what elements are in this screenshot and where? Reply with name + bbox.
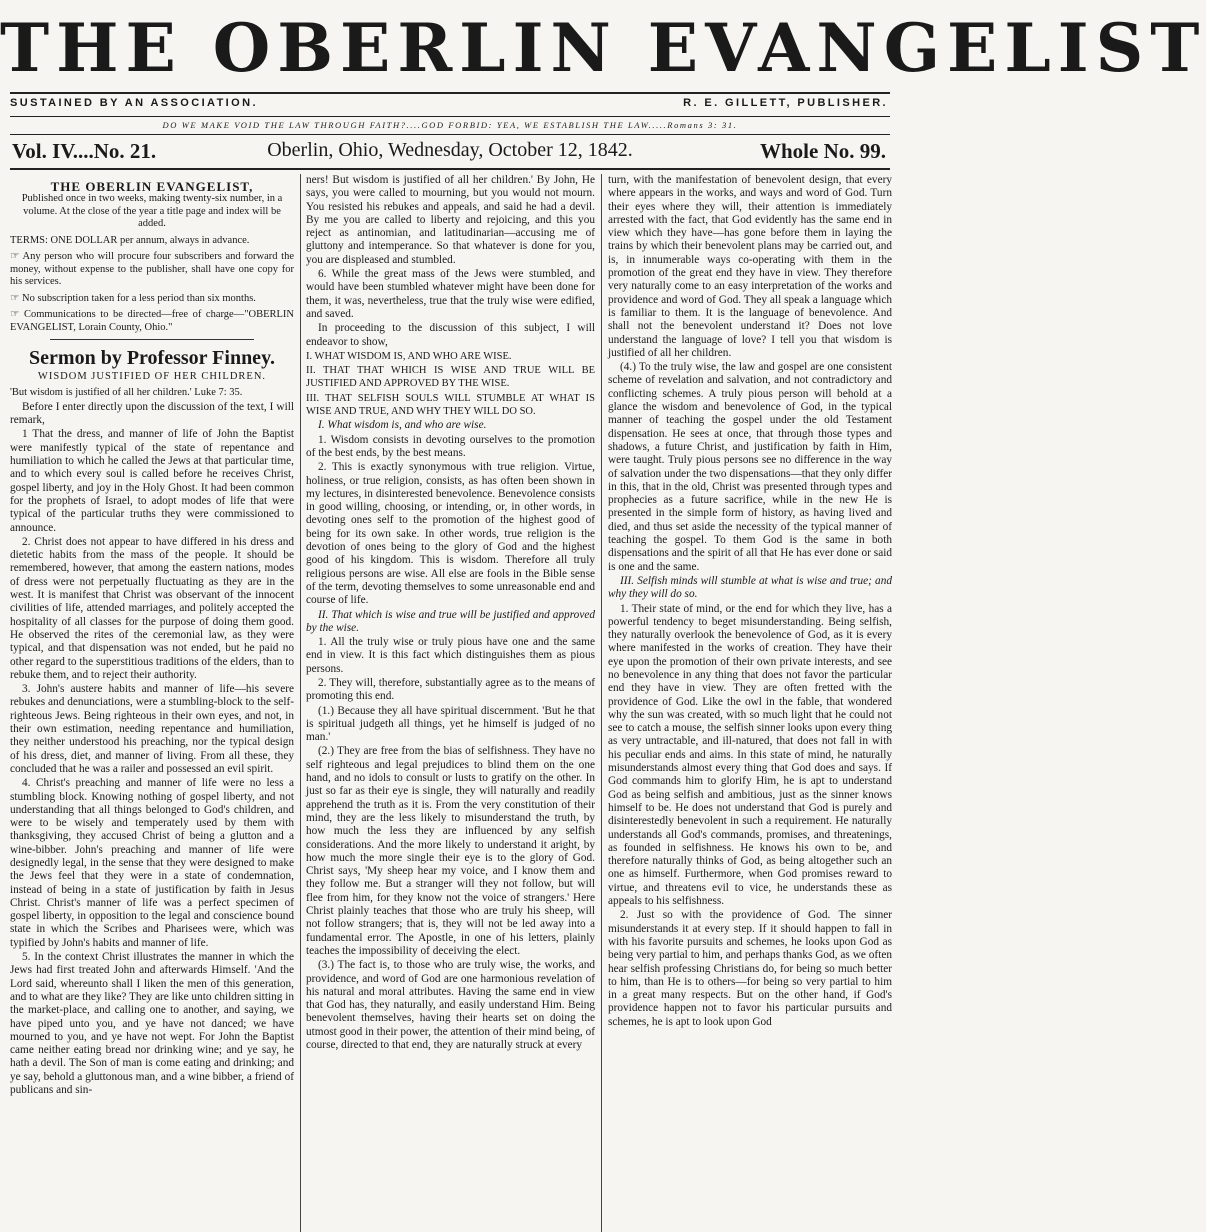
scripture-text: 'But wisdom is justified of all her children.' Luke 7: 35. bbox=[10, 386, 243, 398]
paragraph: ners! But wisdom is justified of all her children.' By John, He says, you were called to mourning, but you would not mourn. You resisted his rebukes and appeals, and said he had a devil. By me you are called to liberty and rejoicing, and this you reject as antinomian, and latitudinarian—accusing me of gluttony and intemperance. So that whatever is done for you, you are displeased and stumbled. bbox=[306, 174, 595, 266]
paragraph: 1. Their state of mind, or the end for which they live, has a powerful tendency to beget misunderstanding. Being selfish, they naturally overlook the benevolence of God, as it is every where manifested in the works of creation. They have their eye upon the promotion of their own private interests, and see no benevolence in any thing that does not favor the particular end they have in view. They are often fretted with the providence of God. Like the owl in the fable, that wondered why the sun was created, with so much light that he could not see to catch a mouse, the selfish sinner looks upon every thing as very untractable, and ill-natured, that does not fall in with his peculiar ends and aims. In this state of mind, he naturally misunderstands almost every thing that God does and says. If God commands him to glorify Him, he is apt to understand God as being selfish and ambitious, just as the sinner knows himself to be. He does not understand that God is purely and disinterestedly benevolent in such a requirement. He naturally understands all God's commands, promises, and threatenings, as founded in selfishness. He knows his own to be, and therefore naturally thinks of God, as being altogether such an one as himself. Furthermore, when God promises reward to virtue, and threatens evil to vice, he understands these as appeals to his selfishness. bbox=[608, 602, 892, 908]
section-divider bbox=[50, 339, 254, 340]
outline-point: II. THAT THAT WHICH IS WISE AND TRUE WILL BE JUSTIFIED AND APPROVED BY THE WISE. bbox=[306, 365, 595, 390]
paragraph: 1. All the truly wise or truly pious have one and the same end in view. It is this fact which distinguishes them as pious persons. bbox=[306, 636, 595, 675]
outline-point: I. WHAT WISDOM IS, AND WHO ARE WISE. bbox=[306, 350, 512, 362]
column-divider bbox=[300, 174, 301, 1232]
paragraph: 1. Wisdom consists in devoting ourselves to the promotion of the best ends, by the best means. bbox=[306, 433, 595, 459]
paragraph: 2. This is exactly synonymous with true religion. Virtue, holiness, or true religion, consists, as has often been shown in my lectures, in disinterested benevolence. Benevolence consists in good willing, choosing, or intending, or, in other words, in devoting ones self to the promotion of the highest good of being for its own sake. In other words, true religion is the devotion of ones being to the glory of God and the highest good of his kingdom. This is wisdom. Therefore all truly religious persons are wise. All else are fools in the Bible sense of the term, devoting themselves to some unreasonable end and course of life. bbox=[306, 461, 595, 607]
section-heading: I. What wisdom is, and who are wise. bbox=[318, 419, 487, 432]
publication-note: Published once in two weeks, making twenty-six number, in a volume. At the close of the year a title page and index will be added. bbox=[21, 193, 283, 230]
pointing-hand-icon: ☞ bbox=[10, 292, 20, 304]
motto-rule-bottom bbox=[10, 134, 890, 135]
paragraph: 5. In the context Christ illustrates the manner in which the Jews had first treated John and afterwards Himself. 'And the Lord said, whereunto shall I liken the men of this generation, and to what are they like? They are like unto children sitting in the market-place, and calling one to another, and saying, we have piped unto you, and ye have not danced; we have mourned to you, and ye have not wept. For John the Baptist came neither eating bread nor drinking wine; and ye say, he hath a devil. The Son of man is come eating and drinking; and ye say, behold a gluttonous man, and a wine bibber, a friend of publicans and sin- bbox=[10, 951, 295, 1097]
paragraph: (2.) They are free from the bias of selfishness. They have no self righteous and legal prejudices to blind them on the one hand, and no idols to consult or lusts to gratify on the other. In just so far as their eye is single, they will naturally and readily apprehend the truth as it is. From the very constitution of their mind, they are the less likely to misunderstand the truth, by how much the less they are influenced by any selfish considerations. And the more likely to understand it aright, by how much the more single their eye is to the glory of God. Christ says, 'My sheep hear my voice, and I know them and they follow me. But a stranger will they not follow, but will flee from him, for they know not the voice of strangers.' Here Christ plainly teaches that those who are truly his sheep, will not follow strangers; that is, they will not be led away into a fundamental error. The Apostle, in one of his letters, plainly teaches the impossibility of deceiving the elect. bbox=[306, 745, 595, 957]
column-3 bbox=[608, 174, 892, 1232]
sermon-subheading: WISDOM JUSTIFIED OF HER CHILDREN. bbox=[37, 371, 267, 383]
dateline: Oberlin, Ohio, Wednesday, October 12, 1842. bbox=[267, 139, 633, 161]
box-title: THE OBERLIN EVANGELIST, bbox=[50, 179, 254, 194]
paragraph: Before I enter directly upon the discussion of the text, I will remark, bbox=[10, 400, 294, 427]
paragraph: 3. John's austere habits and manner of life—his severe rebukes and denunciations, were a stumbling-block to the self-righteous Jews. Being righteous in their own eyes, and not, in their own estimation, needing repentance and humiliation, they neither understood his preaching, nor the typical design of his dress, diet, and manner of living. From all these, they concluded that he was a railer and possessed an evil spirit. bbox=[10, 683, 294, 775]
volume-number: Vol. IV....No. 21. bbox=[12, 139, 157, 163]
paragraph: (3.) The fact is, to those who are truly wise, the works, and providence, and word of God are one harmonious revelation of his natural and moral attributes. Having the same end in view that God has, they naturally, and easily understand Him. Being benevolent themselves, having their hearts set on doing the utmost good in their power, the attention of their mind being, of course, directed to that end, they are naturally struck at every bbox=[306, 959, 595, 1051]
paragraph: 2. Just so with the providence of God. The sinner misunderstands it at every step. If it should happen to fall in with his favorite pursuits and schemes, he looks upon God as being very partial to him, and perhaps thanks God, as we often hear selfish professing Christians do, for being so much better to him, than He is to others—for being so very partial to him in a great many respects. But on the other hand, if God's providence happen not to favor his particular pursuits and schemes, he is apt to look upon God bbox=[608, 909, 892, 1028]
paragraph: 1 That the dress, and manner of life of John the Baptist were manifestly typical of the state of repentance and humiliation to which he called the Jews at that particular time, and to which every soul is called before he receives Christ, gospel liberty, and joy in the Holy Ghost. It had been common for the prophets of Israel, to adopt modes of life that were typical of the particular truths they were commissioned to announce. bbox=[10, 428, 294, 534]
motto: DO WE MAKE VOID THE LAW THROUGH FAITH?....GOD FORBID: YEA, WE ESTABLISH THE LAW.....Romans 3: 31. bbox=[162, 120, 738, 130]
paragraph: In proceeding to the discussion of this subject, I will endeavor to show, bbox=[306, 322, 595, 348]
paragraph: turn, with the manifestation of benevolent design, that every where appears in the works, and ways and word of God. Turn their eyes where they will, their attention is immediately arrested with the fact, that God evidently has the same end in view which they have—has gone before them in laying the trains by which their benevolent plans may be carried out, and is, in innumerable ways co-operating with them in the promotion of the great end they have in view. They therefore very naturally come to an easy interpretation of the works and providence and word of God. They all speak a language which is familiar to them. It is the language of benevolence. And shall not the benevolent understand it? Does not love understand the language of love? I tell you that wisdom is justified of all her children. bbox=[608, 174, 892, 359]
column-divider bbox=[601, 174, 602, 1232]
sustained-line: SUSTAINED BY AN ASSOCIATION. bbox=[10, 97, 258, 109]
terms-note: TERMS: ONE DOLLAR per annum, always in advance. bbox=[10, 234, 250, 246]
paragraph: 4. Christ's preaching and manner of life were no less a stumbling block. Knowing nothing of gospel liberty, and not understanding that all things belonged to God's children, and were to be wisely and temperately used by them with thanksgiving, they accused Christ of being a glutton and a wine-bibber. John's preaching and manner of life were designedly legal, in the sense that they were designed to make the Jews feel that they were in a state of condemnation, instead of being in a state of justification by faith in Jesus Christ. Christ's manner of life was a perfect specimen of gospel liberty, in opposition to the legal and conscience bound state in which the Scribes and Pharisees were, which was typified by John's habits and manner of life. bbox=[10, 777, 294, 949]
dateline-rule bbox=[10, 168, 890, 170]
publisher-line: R. E. GILLETT, PUBLISHER. bbox=[683, 97, 888, 109]
paragraph: (4.) To the truly wise, the law and gospel are one consistent scheme of revelation and salvation, and not contradictory and conflicting schemes. A truly pious person will behold at a glance the wisdom and benevolence of God, in the typical manner of teaching the gospel under the old Testament dispensation. He sees at once, that through those types and shadows, a future Christ, and justification by faith in Him, were taught. Truly pious persons see no difference in the way of salvation under the two dispensations—that they only differ in this, that in the old, Christ was presented through types and prophecies as a future sacrifice, while in the new He is presented in the simple form of history, as having lived and died, and thus set aside the necessity of the typical manner of teaching the gospel. To them God is the same in both dispensations and the spirit of all that He has ever done or said is one and the same. bbox=[608, 361, 892, 573]
communications-note: ☞ Communications to be directed—free of charge—"OBERLIN EVANGELIST, Lorain County, Ohio." bbox=[10, 309, 294, 333]
masthead-rule bbox=[10, 92, 890, 94]
whole-number: Whole No. 99. bbox=[760, 139, 886, 163]
sermon-heading: Sermon by Professor Finney. bbox=[29, 347, 275, 370]
motto-rule-top bbox=[10, 116, 890, 117]
masthead-title: THE OBERLIN EVANGELIST bbox=[0, 9, 1206, 87]
subscription-note: ☞ No subscription taken for a less period than six months. bbox=[10, 292, 256, 304]
pointing-hand-icon: ☞ bbox=[10, 251, 20, 263]
pointing-hand-icon: ☞ bbox=[10, 309, 20, 321]
paragraph: 6. While the great mass of the Jews were stumbled, and would have been stumbled whatever might have been done for them, it was, nevertheless, true that the truly wise were edified, and saved. bbox=[306, 268, 595, 320]
agents-note: ☞ Any person who will procure four subscribers and forward the money, without expense to the publisher, shall have one copy for his services. bbox=[10, 251, 295, 288]
paragraph: 2. They will, therefore, substantially agree as to the means of promoting this end. bbox=[306, 676, 595, 703]
column-1 bbox=[10, 174, 294, 1232]
paragraph: (1.) Because they all have spiritual discernment. 'But he that is spiritual judgeth all things, yet he himself is judged of no man.' bbox=[306, 704, 595, 744]
section-heading: II. That which is wise and true will be justified and approved by the wise. bbox=[306, 608, 595, 634]
outline-point: III. THAT SELFISH SOULS WILL STUMBLE AT WHAT IS WISE AND TRUE, AND WHY THEY WILL DO SO. bbox=[306, 392, 595, 418]
column-2 bbox=[306, 174, 595, 1232]
section-heading: III. Selfish minds will stumble at what is wise and true; and why they will do so. bbox=[608, 574, 892, 601]
paragraph: 2. Christ does not appear to have differed in his dress and dietetic habits from the mass of the people. It should be remembered, however, that among the eastern nations, modes of dress were not perpetually fluctuating as they are in the west. It is manifest that Christ was observant of the innocent civilities of life, attended marriages, and politely accepted the hospitality of all classes for the purpose of doing them good. He observed the rites of the ceremonial law, as they were typical, and that dispensation was not ended, but he paid no other regard to the superstitious traditions of the elders, than to rebuke them, and to reject their authority. bbox=[10, 535, 294, 681]
